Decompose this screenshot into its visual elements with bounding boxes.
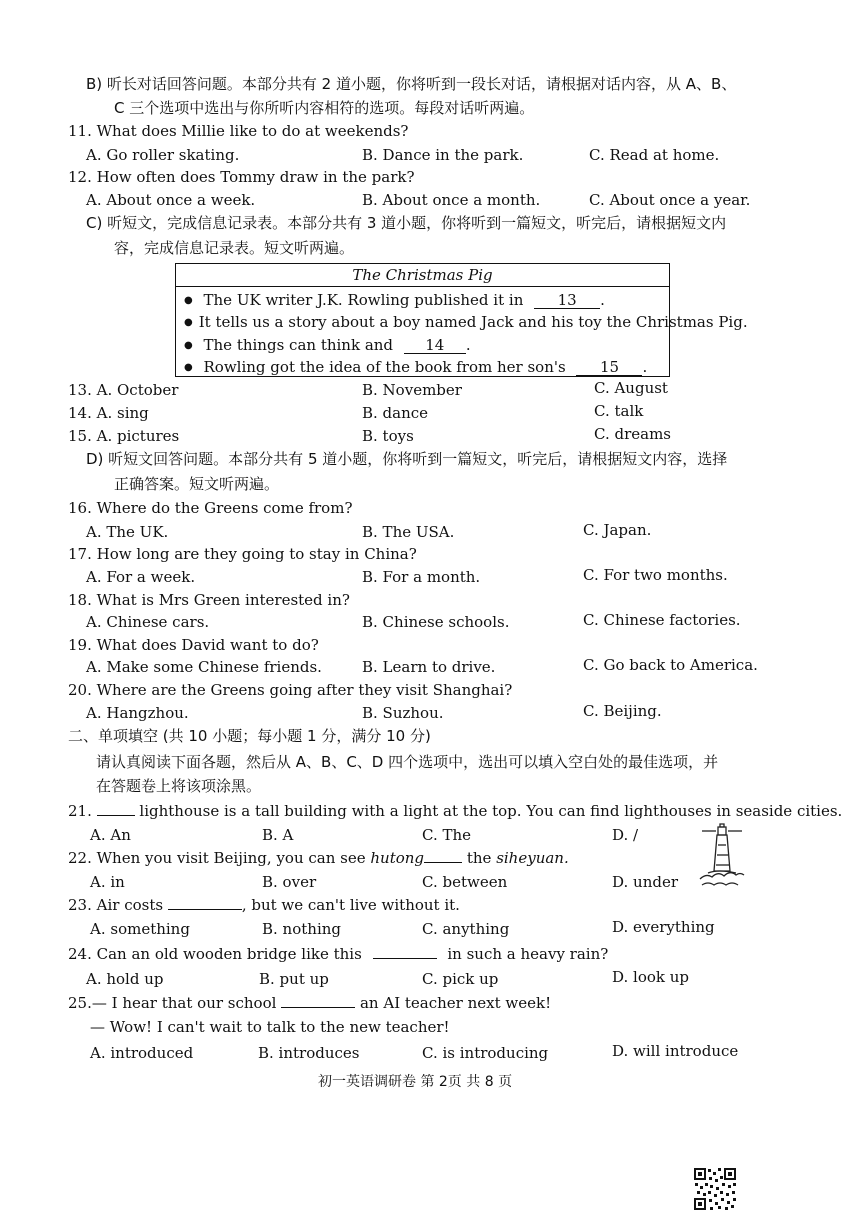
q19-option-a: A. Make some Chinese friends. bbox=[86, 658, 322, 676]
table-row-2: ● It tells us a story about a boy named Jack and his toy the Christmas Pig. bbox=[184, 312, 748, 333]
q19-option-b: B. Learn to drive. bbox=[362, 658, 496, 676]
q22-blank[interactable] bbox=[424, 862, 462, 863]
q23-text-pre: 23. Air costs bbox=[68, 896, 164, 914]
q15-option-a: 15. A. pictures bbox=[68, 427, 180, 445]
q14-option-a: 14. A. sing bbox=[68, 404, 149, 422]
q25-blank[interactable] bbox=[281, 1007, 355, 1008]
q20-stem: 20. Where are the Greens going after they visit Shanghai? bbox=[68, 681, 513, 699]
table-row-4 bbox=[184, 357, 647, 378]
part2-instruction-1: 请认真阅读下面各题，然后从 A、B、C、D 四个选项中，选出可以填入空白处的最佳选项，并 bbox=[96, 753, 719, 771]
q17-option-b: B. For a month. bbox=[362, 568, 481, 586]
q13-option-a: 13. A. October bbox=[68, 381, 179, 399]
q22-option-a: A. in bbox=[90, 873, 125, 891]
section-c-instruction-2: 容，完成信息记录表。短文听两遍。 bbox=[114, 239, 355, 257]
q22-stem bbox=[68, 848, 569, 868]
q23-text-post: , but we can't live without it. bbox=[241, 896, 460, 914]
q11-stem: 11. What does Millie like to do at weekends? bbox=[68, 122, 409, 140]
blank-14[interactable]: 14 bbox=[404, 337, 466, 354]
q22-text-mid: the bbox=[466, 849, 492, 867]
q19-option-c: C. Go back to America. bbox=[583, 656, 758, 674]
q23-option-c: C. anything bbox=[422, 920, 510, 938]
q23-option-b: B. nothing bbox=[262, 920, 341, 938]
q19-stem: 19. What does David want to do? bbox=[68, 636, 319, 654]
q12-stem: 12. How often does Tommy draw in the park? bbox=[68, 168, 415, 186]
q12-option-b: B. About once a month. bbox=[362, 191, 541, 209]
table-row-1 bbox=[184, 290, 605, 311]
lighthouse-icon bbox=[698, 823, 746, 891]
part2-heading: 二、单项填空 (共 10 小题；每小题 1 分，满分 10 分) bbox=[68, 727, 431, 745]
q25-text-post: an AI teacher next week! bbox=[359, 994, 552, 1012]
table-row-3 bbox=[184, 335, 471, 356]
q18-option-c: C. Chinese factories. bbox=[583, 611, 741, 629]
q25-option-c: C. is introducing bbox=[422, 1044, 549, 1062]
q18-stem: 18. What is Mrs Green interested in? bbox=[68, 591, 350, 609]
blank-15[interactable]: 15 bbox=[576, 359, 642, 376]
q25-option-b: B. introduces bbox=[258, 1044, 360, 1062]
q21-option-b: B. A bbox=[262, 826, 294, 844]
page-footer: 初一英语调研卷 第 2页 共 8 页 bbox=[318, 1074, 513, 1090]
q23-option-a: A. something bbox=[90, 920, 190, 938]
q11-option-a: A. Go roller skating. bbox=[86, 146, 240, 164]
row4-text: Rowling got the idea of the book from her son's bbox=[203, 358, 566, 376]
q16-option-a: A. The UK. bbox=[86, 523, 169, 541]
q15-option-c: C. dreams bbox=[594, 425, 671, 443]
q22-word-hutong: hutong bbox=[370, 849, 425, 867]
q23-option-d: D. everything bbox=[612, 918, 715, 936]
q17-option-a: A. For a week. bbox=[86, 568, 196, 586]
info-record-table bbox=[175, 263, 748, 377]
q17-option-c: C. For two months. bbox=[583, 566, 728, 584]
q18-option-b: B. Chinese schools. bbox=[362, 613, 510, 631]
q23-blank[interactable] bbox=[168, 909, 242, 910]
q16-stem: 16. Where do the Greens come from? bbox=[68, 499, 353, 517]
q24-option-c: C. pick up bbox=[422, 970, 499, 988]
q11-option-b: B. Dance in the park. bbox=[362, 146, 524, 164]
q14-option-b: B. dance bbox=[362, 404, 429, 422]
q22-text-pre: 22. When you visit Beijing, you can see bbox=[68, 849, 366, 867]
q18-option-a: A. Chinese cars. bbox=[86, 613, 210, 631]
row1-period: . bbox=[600, 291, 605, 309]
q21-stem bbox=[68, 801, 842, 821]
section-b-instruction-2: C 三个选项中选出与你所听内容相符的选项。每段对话听两遍。 bbox=[114, 99, 535, 117]
q24-text-post: in such a heavy rain? bbox=[447, 945, 609, 963]
q23-stem bbox=[68, 895, 460, 915]
q17-stem: 17. How long are they going to stay in China? bbox=[68, 545, 417, 563]
section-d-instruction-1: D) 听短文回答问题。本部分共有 5 道小题，你将听到一篇短文，听完后，请根据短文内容，选择 bbox=[86, 450, 728, 468]
q25-option-d: D. will introduce bbox=[612, 1042, 739, 1060]
q20-option-b: B. Suzhou. bbox=[362, 704, 444, 722]
section-b-instruction-1: B) 听长对话回答问题。本部分共有 2 道小题，你将听到一段长对话，请根据对话内容，从 A、B、 bbox=[86, 75, 737, 93]
q22-word-siheyuan: siheyuan. bbox=[496, 849, 569, 867]
q21-blank[interactable] bbox=[97, 815, 135, 816]
table-title: The Christmas Pig bbox=[176, 264, 669, 287]
q21-option-c: C. The bbox=[422, 826, 472, 844]
row3-text: The things can think and bbox=[203, 336, 394, 354]
q25-reply: — Wow! I can't wait to talk to the new teacher! bbox=[90, 1018, 450, 1036]
q11-option-c: C. Read at home. bbox=[589, 146, 720, 164]
q24-option-a: A. hold up bbox=[86, 970, 164, 988]
q24-text-pre: 24. Can an old wooden bridge like this bbox=[68, 945, 362, 963]
q25-text-pre: 25.— I hear that our school bbox=[68, 994, 277, 1012]
row4-period: . bbox=[642, 358, 648, 376]
q21-option-d: D. / bbox=[612, 826, 639, 844]
q21-option-a: A. An bbox=[90, 826, 131, 844]
q21-number: 21. bbox=[68, 802, 92, 820]
q22-option-b: B. over bbox=[262, 873, 317, 891]
q25-option-a: A. introduced bbox=[90, 1044, 194, 1062]
q12-option-c: C. About once a year. bbox=[589, 191, 751, 209]
q13-option-c: C. August bbox=[594, 379, 668, 397]
q22-option-d: D. under bbox=[612, 873, 678, 891]
q16-option-b: B. The USA. bbox=[362, 523, 455, 541]
q14-option-c: C. talk bbox=[594, 402, 644, 420]
section-c-instruction-1: C) 听短文，完成信息记录表。本部分共有 3 道小题，你将听到一篇短文，听完后，请根据短文内 bbox=[86, 214, 727, 232]
q15-option-b: B. toys bbox=[362, 427, 414, 445]
row3-period: . bbox=[465, 336, 471, 354]
part2-instruction-2: 在答题卷上将该项涂黑。 bbox=[96, 777, 262, 795]
q24-option-b: B. put up bbox=[259, 970, 329, 988]
qr-code-icon bbox=[693, 1167, 737, 1211]
q12-option-a: A. About once a week. bbox=[86, 191, 256, 209]
q20-option-a: A. Hangzhou. bbox=[86, 704, 189, 722]
q24-stem bbox=[68, 944, 608, 964]
section-d-instruction-2: 正确答案。短文听两遍。 bbox=[114, 475, 280, 493]
q24-option-d: D. look up bbox=[612, 968, 690, 986]
blank-13[interactable]: 13 bbox=[534, 292, 600, 309]
q20-option-c: C. Beijing. bbox=[583, 702, 662, 720]
q16-option-c: C. Japan. bbox=[583, 521, 652, 539]
q25-stem bbox=[68, 993, 551, 1013]
row1-text: The UK writer J.K. Rowling published it in bbox=[203, 291, 524, 309]
q13-option-b: B. November bbox=[362, 381, 462, 399]
q22-option-c: C. between bbox=[422, 873, 508, 891]
q21-text: lighthouse is a tall building with a light at the top. You can find lighthouses in seaside cities. bbox=[139, 802, 843, 820]
q24-blank[interactable] bbox=[373, 958, 437, 959]
